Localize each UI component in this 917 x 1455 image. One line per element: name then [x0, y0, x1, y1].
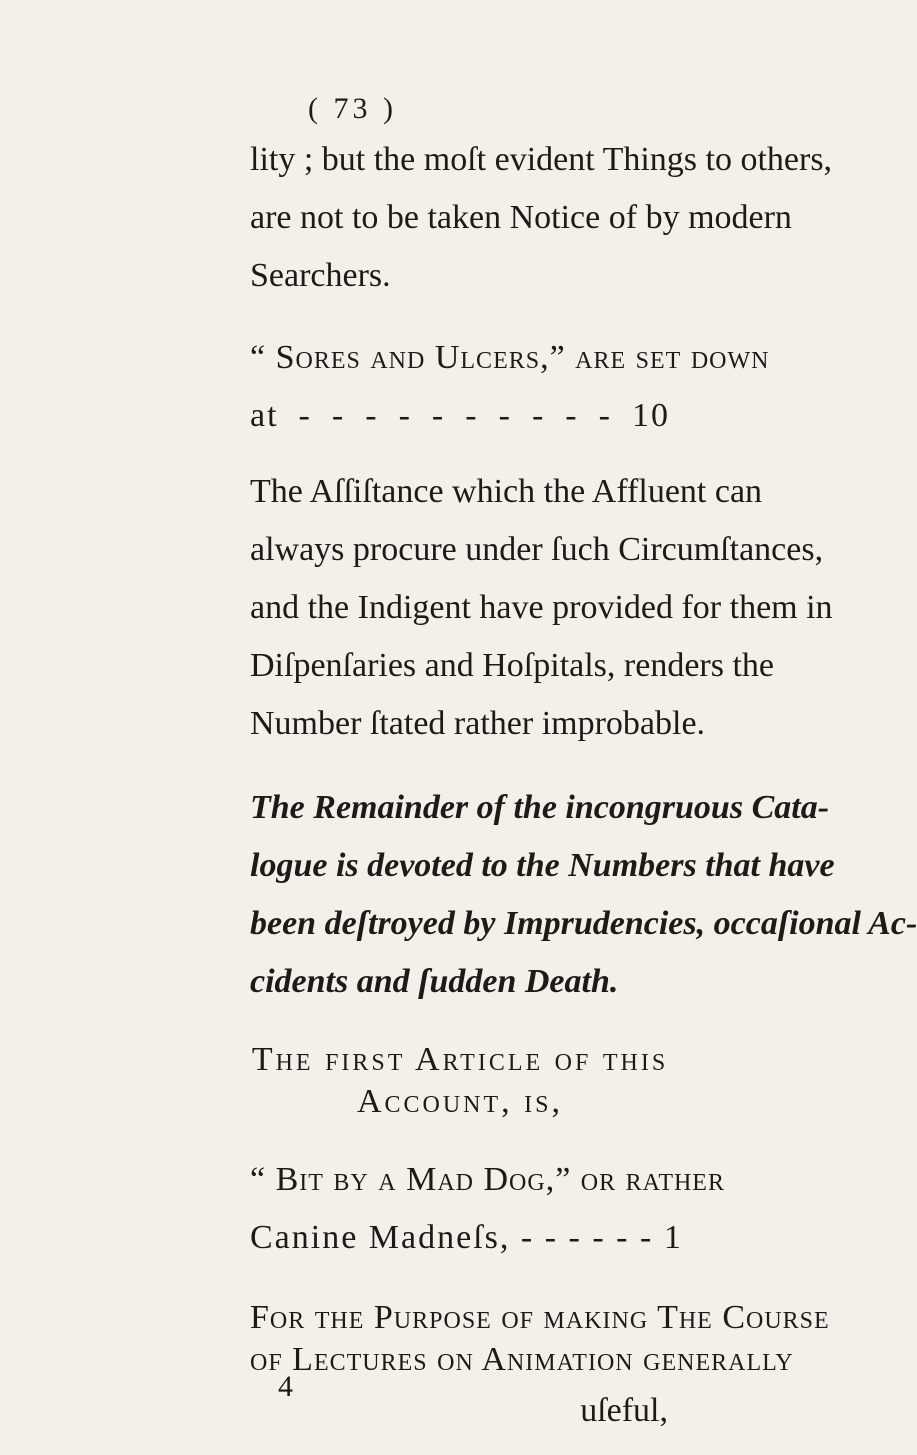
section-heading-line-2: Account, is,: [356, 1083, 564, 1120]
text-line-13: been deſtroyed by Imprudencies, occaſional Ac-: [250, 905, 917, 942]
section-heading-line-1: The first Article of this: [251, 1041, 669, 1078]
text-line-2: are not to be taken Notice of by modern: [250, 199, 792, 236]
text-line-8: and the Indigent have provided for them in: [250, 589, 833, 626]
text-line-3: Searchers.: [250, 257, 391, 294]
text-line-10: Number ſtated rather improbable.: [250, 705, 706, 742]
text-line-18: Canine Madneſs, - - - - - - 1: [250, 1219, 683, 1256]
text-line-7: always procure under ſuch Circumſtances,: [250, 531, 824, 568]
text-line-20: of Lectures on Animation generally: [250, 1341, 794, 1378]
text-line-6: The Aſſiſtance which the Affluent can: [250, 473, 763, 510]
text-line-4: “ Sores and Ulcers,” are ſet down: [250, 339, 770, 376]
text-line-19: For the Purpoſe of making The Course: [250, 1299, 830, 1336]
text-line-17: “ Bit by a Mad Dog,” or rather: [250, 1161, 725, 1198]
text-line-11: The Remainder of the incongruous Cata-: [250, 789, 830, 826]
page-number: ( 73 ): [308, 92, 397, 125]
text-line-1: lity ; but the moſt evident Things to others,: [250, 141, 833, 178]
catchword: uſeful,: [580, 1392, 668, 1429]
text-line-12: logue is devoted to the Numbers that have: [250, 847, 835, 884]
text-line-9: Diſpenſaries and Hoſpitals, renders the: [250, 647, 775, 684]
signature-mark: 4: [278, 1370, 293, 1403]
text-line-5: at - - - - - - - - - - 10: [250, 397, 670, 434]
text-line-14: cidents and ſudden Death.: [250, 963, 619, 1000]
